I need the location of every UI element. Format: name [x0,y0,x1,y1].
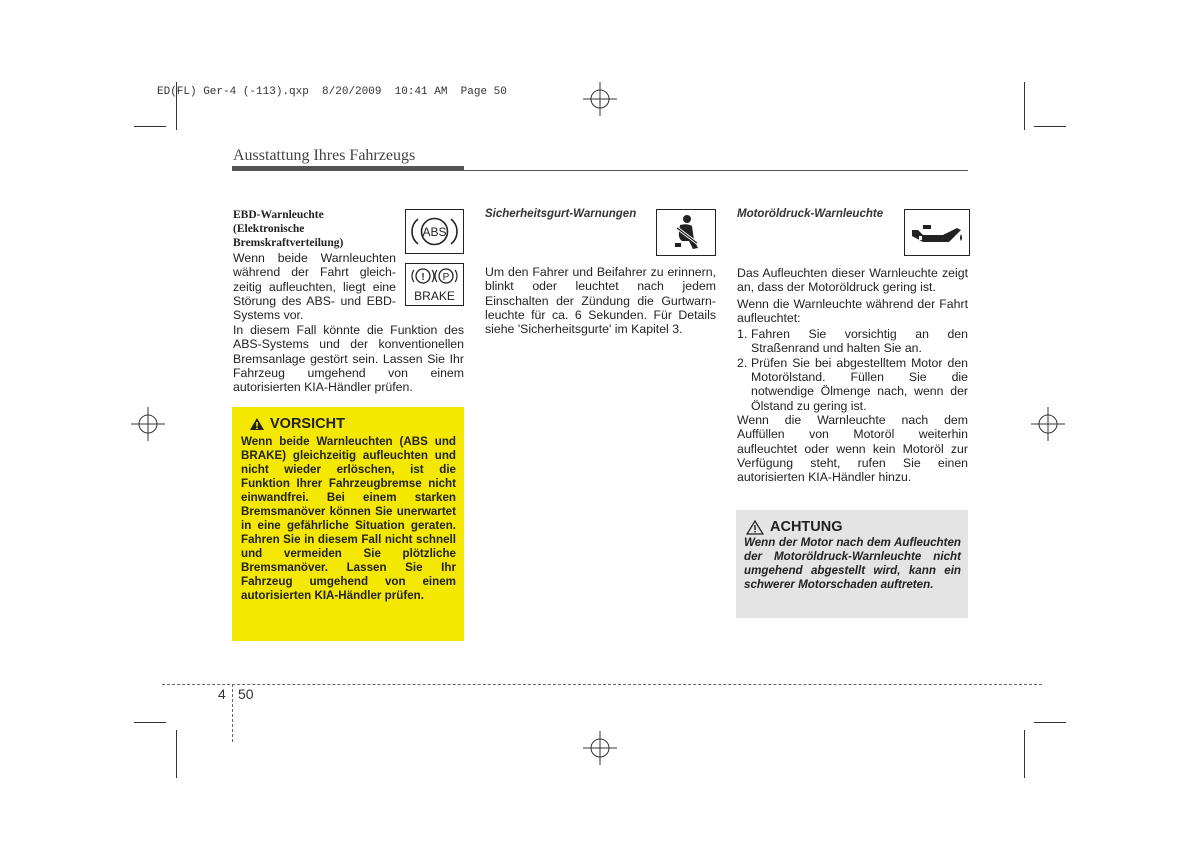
footer-chapter-number: 4 [218,686,226,702]
ebd-intro-line: Systems vor. [233,308,304,323]
ebd-heading-line: EBD-Warnleuchte [233,209,324,221]
ebd-heading [233,208,403,250]
brake-parking-p: P [442,272,450,283]
ebd-intro-line: Wenn beide Warnleuchten [233,251,396,265]
seatbelt-person-icon [657,210,715,255]
section-title: Ausstattung Ihres Fahrzeugs [233,147,416,164]
list-item [737,327,968,356]
section-title-rule [232,170,968,171]
oil-para-1: Das Aufleuchten dieser Warnleuchte zeigt an, dass der Motoröldruck gering ist. [737,266,968,295]
ebd-intro-line: Störung des ABS- und EBD- [233,293,396,308]
notice-text: Wenn der Motor nach dem Aufleuchten der Motoröldruck-Warnleuchte nicht umgehend abgestellt wird, kann ein schwerer Motorschaden auftreten. [744,536,961,591]
brake-exclamation: ! [421,272,425,283]
seatbelt-text: Um den Fahrer und Beifahrer zu erinnern, blinkt oder leuchtet nach jedem Einschalten der Zündung die Gurtwarn-leuchte für ca. 6 Sekunden. Für Details siehe 'Sicherheitsgurte' im Kapitel 3. [485,265,716,337]
brake-warning-icon [405,263,464,306]
list-number: 1. [737,327,748,342]
registration-mark-icon [583,731,617,765]
oil-pressure-heading: Motoröldruck-Warnleuchte [737,208,884,220]
oil-can-icon [905,210,969,255]
caution-text: Wenn beide Warnleuchten (ABS und BRAKE) gleichzeitig aufleuchten und nicht wieder erlöschen, ist die Funktion Ihrer Fahrzeugbremse nicht einwandfrei. Bei einem starken Bremsmanöver können Sie unerwartet in eine gefährliche Situation geraten. Fahren Sie in diesem Fall nicht schnell und vermeiden Sie plötzliche Bremsmanöver. Lassen Sie Ihr Fahrzeug umgehend von einem autorisierten KIA-Händler prüfen. [241,435,456,602]
ebd-paragraph: In diesem Fall könnte die Funktion des ABS-Systems und der konventionellen Bremsanlage gestört sein. Lassen Sie Ihr Fahrzeug umgehend von einem autorisierten KIA-Händler prüfen. [233,323,464,395]
notice-title: ACHTUNG [770,519,843,535]
caution-box [232,407,464,641]
oil-pressure-body [737,266,968,484]
registration-mark-icon [131,407,165,441]
list-text: Prüfen Sie bei abgestelltem Motor den Motorölstand. Füllen Sie die notwendige Ölmenge nach, wenn der Ölstand zu gering ist. [751,355,968,413]
footer-dashed-rule [162,684,1042,685]
list-text: Fahren Sie vorsichtig an den Straßenrand und halten Sie an. [751,327,968,356]
abs-warning-icon [405,209,464,254]
list-number: 2. [737,355,748,370]
oil-para-2: Wenn die Warnleuchte während der Fahrt aufleuchtet: [737,296,968,325]
warning-triangle-outline-icon [746,520,764,535]
oil-para-3: Wenn die Warnleuchte nach dem Auffüllen von Motoröl weiterhin aufleuchtet oder wenn kein Motoröl zur Verfügung steht, rufen Sie einen autorisierten KIA-Händler hinzu. [737,412,968,485]
seatbelt-warning-icon [656,209,716,256]
print-header: ED(FL) Ger-4 (-113).qxp 8/20/2009 10:41 AM Page 50 [157,86,507,98]
ebd-heading-line: Bremskraftverteilung) [233,237,344,249]
brake-symbols-icon [406,264,463,305]
footer-dashed-divider [232,684,233,742]
warning-triangle-icon [249,417,265,431]
seatbelt-heading: Sicherheitsgurt-Warnungen [485,208,637,220]
footer-page-number: 50 [238,686,254,702]
caution-header [249,416,456,432]
brake-icon-label: BRAKE [414,289,455,303]
registration-mark-icon [1031,407,1065,441]
ebd-intro-line: während der Fahrt gleich- [233,265,396,280]
abs-icon-label: ABS [422,225,447,239]
list-item [737,356,968,413]
ebd-intro-line: zeitig aufleuchten, liegt eine [233,279,396,294]
notice-box [736,510,968,618]
ebd-heading-line: (Elektronische [233,223,305,235]
oil-pressure-warning-icon [904,209,970,256]
caution-title: VORSICHT [270,416,345,432]
notice-header [746,519,961,535]
ebd-intro-text [233,251,396,322]
registration-mark-icon [583,82,617,116]
abs-circle-icon [406,210,463,253]
